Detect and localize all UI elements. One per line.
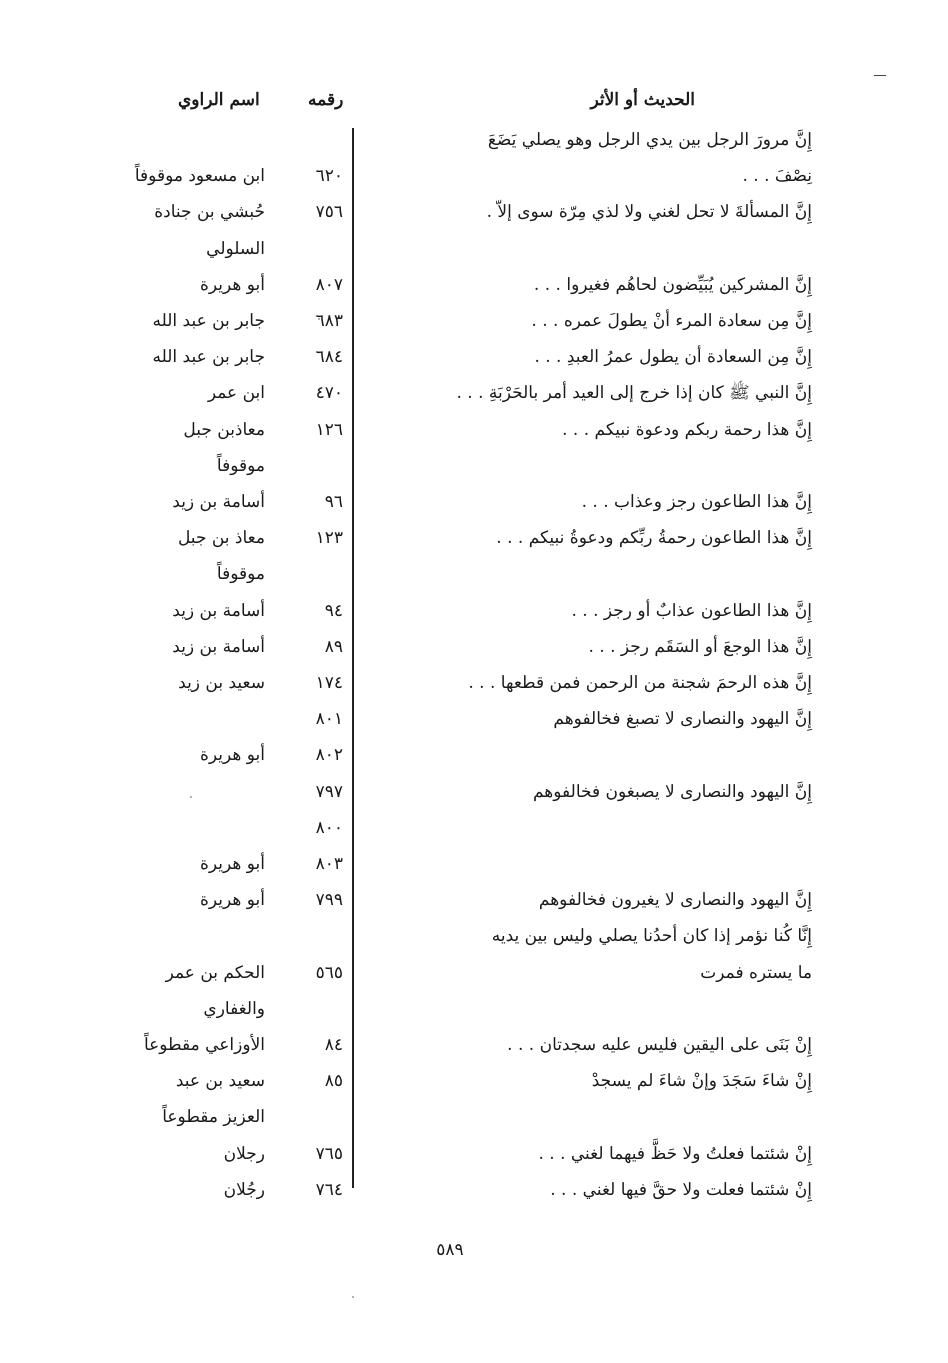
hadith-number: ٥٦٥: [315, 963, 343, 983]
narrator-name: سعيد بن عبد: [175, 1071, 265, 1091]
hadith-text: نِصْفَ . . .: [742, 166, 812, 186]
scan-speck: [352, 1296, 354, 1298]
hadith-number: ٨٠٧: [315, 275, 343, 295]
narrator-name: حُبشي بن جنادة: [154, 202, 265, 222]
hadith-text: إِنَّ المسألةَ لا تحل لغني ولا لذي مِرّة سوى إلاّ .: [486, 202, 812, 222]
hadith-text: إِنَّ هذا الطاعون عذابٌ أو رجز . . .: [571, 601, 812, 621]
hadith-text: إِنَّ اليهود والنصارى لا يغيرون فخالفوهم: [538, 890, 812, 910]
narrator-name: سعيد بن زيد: [178, 673, 265, 693]
narrator-name: العزيز مقطوعاً: [162, 1107, 265, 1127]
hadith-number: ٨٠٠: [315, 818, 343, 838]
hadith-number: ٨٠٢: [315, 745, 343, 765]
hadith-text: إِنَّ هذا الطاعون رحمةُ ربِّكم ودعوةُ نبيكم . . .: [496, 528, 812, 548]
hadith-number: ٨٩: [324, 637, 343, 657]
narrator-name: جابر بن عبد الله: [152, 347, 265, 367]
hadith-text: إِنَّ مرورَ الرجل بين يدي الرجل وهو يصلي يَضَعَ: [487, 130, 812, 150]
hadith-number: ١٢٣: [315, 528, 343, 548]
narrator-name: أسامة بن زيد: [172, 492, 265, 512]
hadith-text: إِنَّ هذا رحمة ربكم ودعوة نبيكم . . .: [562, 420, 812, 440]
narrator-name: جابر بن عبد الله: [152, 311, 265, 331]
hadith-text: إِنْ شاءَ سَجَدَ وإنْ شاءَ لم يسجدْ: [591, 1071, 812, 1091]
hadith-text: إِنَّ مِن السعادة أن يطول عمرُ العبدِ . . .: [534, 347, 812, 367]
page-number: ٥٨٩: [436, 1240, 464, 1260]
scan-speck: [190, 796, 192, 798]
hadith-number: ٧٦٥: [315, 1144, 343, 1164]
narrator-name: والغفاري: [203, 999, 265, 1019]
hadith-text: إِنْ شئتما فعلتُ ولا حَظَّ فيهما لغني . . .: [538, 1144, 812, 1164]
header-number: رقمه: [308, 90, 344, 110]
hadith-text: إِنَّ اليهود والنصارى لا تصبغ فخالفوهم: [553, 709, 812, 729]
narrator-name: أبو هريرة: [199, 745, 265, 765]
hadith-number: ٩٤: [324, 601, 343, 621]
narrator-name: أبو هريرة: [199, 890, 265, 910]
hadith-number: ٧٦٤: [315, 1180, 343, 1200]
narrator-name: معاذبن جبل: [183, 420, 265, 440]
narrator-name: معاذ بن جبل: [177, 528, 265, 548]
narrator-name: ابن مسعود موقوفاً: [134, 166, 265, 186]
header-narrator: اسم الراوي: [178, 90, 260, 110]
hadith-text: إِنْ شئتما فعلت ولا حقَّ فيها لغني . . .: [550, 1180, 812, 1200]
narrator-name: أسامة بن زيد: [172, 601, 265, 621]
hadith-text: ما يستره فمرت: [700, 963, 812, 983]
hadith-text: إِنَّا كُنا نؤمر إذا كان أحدُنا يصلي وليس بين يديه: [491, 926, 812, 946]
hadith-text: إِنَّ هذا الوجعَ أو السَقَم رجز . . .: [588, 637, 812, 657]
hadith-number: ٧٩٩: [315, 890, 343, 910]
narrator-name: ابن عمر: [207, 383, 265, 403]
narrator-name: السلولي: [206, 239, 265, 259]
hadith-number: ١٧٤: [315, 673, 343, 693]
hadith-text: إِنَّ هذه الرحمَ شجنة من الرحمن فمن قطعها . . .: [468, 673, 812, 693]
narrator-name: رجلان: [223, 1144, 265, 1164]
hadith-number: ٨٤: [324, 1035, 343, 1055]
hadith-number: ١٢٦: [315, 420, 343, 440]
narrator-name: موقوفاً: [216, 456, 265, 476]
narrator-name: الحكم بن عمر: [165, 963, 265, 983]
hadith-number: ٤٧٠: [315, 383, 343, 403]
narrator-name: رجُلان: [223, 1180, 265, 1200]
hadith-text: إِنَّ المشركين يُبَيِّضون لحاهُم فغيروا . . .: [533, 275, 812, 295]
header-hadith: الحديث أو الأثر: [590, 90, 695, 110]
hadith-number: ٨٠٣: [315, 854, 343, 874]
hadith-number: ٦٨٤: [315, 347, 343, 367]
hadith-number: ٧٩٧: [315, 782, 343, 802]
hadith-number: ٨٠١: [315, 709, 343, 729]
hadith-number: ٨٥: [324, 1071, 343, 1091]
narrator-name: موقوفاً: [216, 564, 265, 584]
hadith-number: ٦٨٣: [315, 311, 343, 331]
hadith-text: إِنَّ اليهود والنصارى لا يصبغون فخالفوهم: [532, 782, 812, 802]
hadith-text: إِنَّ هذا الطاعون رجز وعذاب . . .: [581, 492, 812, 512]
hadith-text: إِنَّ النبي ﷺ كان إذا خرج إلى العيد أمر بالحَرْبَةِ . . .: [456, 383, 812, 403]
hadith-number: ٧٥٦: [315, 202, 343, 222]
hadith-text: إِنَّ مِن سعادة المرء أنْ يطولَ عمره . . .: [531, 311, 812, 331]
hadith-number: ٩٦: [324, 492, 343, 512]
hadith-number: ٦٢٠: [315, 166, 343, 186]
narrator-name: أبو هريرة: [199, 854, 265, 874]
column-divider: [352, 128, 354, 1188]
narrator-name: أبو هريرة: [199, 275, 265, 295]
narrator-name: أسامة بن زيد: [172, 637, 265, 657]
narrator-name: الأوزاعي مقطوعاً: [143, 1035, 265, 1055]
scan-mark: [874, 75, 886, 76]
hadith-text: إِنْ بَنَى على اليقين فليس عليه سجدتان . . .: [507, 1035, 812, 1055]
